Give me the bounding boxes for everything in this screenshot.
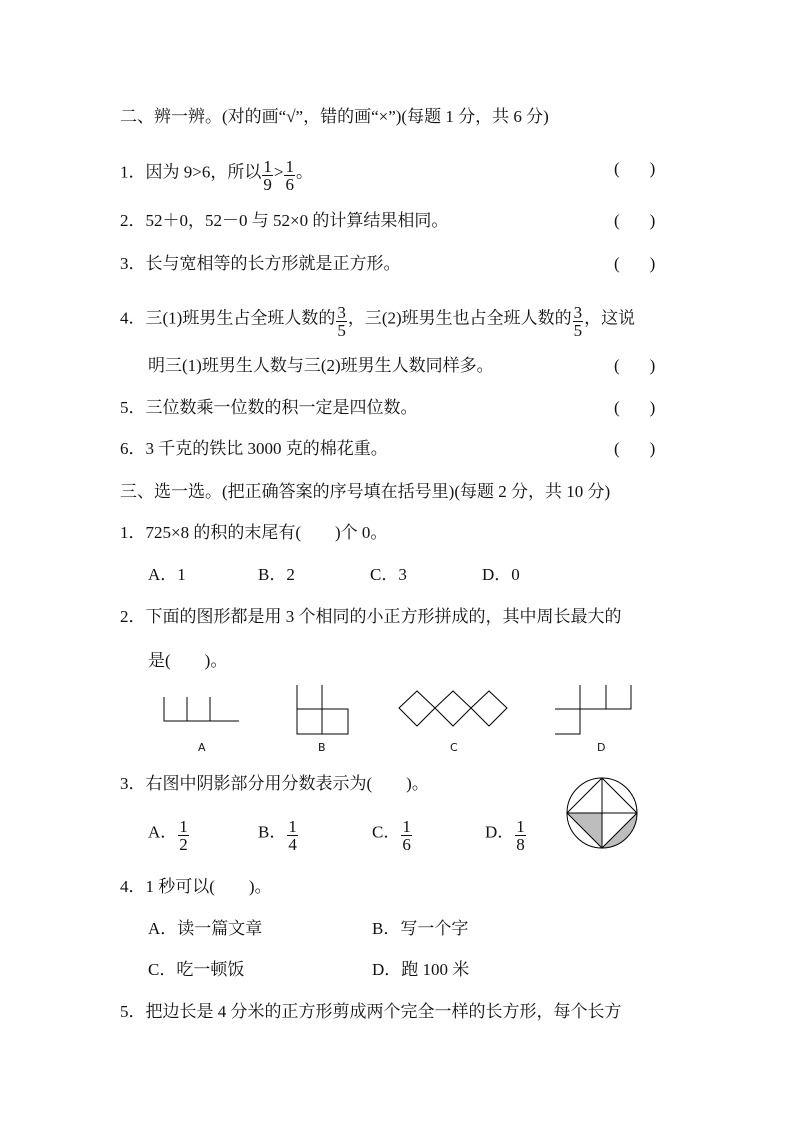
s2-question-3: 3．长与宽相等的长方形就是正方形。: [120, 254, 401, 273]
s2-question-4: 4．三(1)班男生占全班人数的 $\frac{3}{5}$ ，三(2)班男生也占全班人数的 $\frac{3}{5}$ ，这说: [120, 303, 636, 340]
s3-question-3: 3．右图中阴影部分用分数表示为( )。: [120, 774, 429, 793]
q1-prefix: 1．因为 9>6，所以: [120, 162, 262, 182]
fraction-1-6: $\frac{1}{6}$: [285, 157, 294, 194]
circle-square-diagram-icon: [562, 773, 644, 855]
option-c: C．吃一顿饭: [148, 960, 245, 979]
figure-a-icon: [158, 690, 248, 730]
option-b: B．2: [258, 565, 295, 584]
s2-question-5: 5．三位数乘一位数的积一定是四位数。: [120, 398, 418, 417]
s3-question-1: 1．725×8 的积的末尾有( )个 0。: [120, 523, 388, 542]
option-d: D．跑 100 米: [372, 960, 470, 979]
answer-blank-s2-q3[interactable]: ( ): [614, 254, 656, 273]
option-d: D． $\frac{1}{8}$: [485, 817, 525, 854]
s3-question-2: 2．下面的图形都是用 3 个相同的小正方形拼成的，其中周长最大的: [120, 607, 622, 626]
option-c: C． $\frac{1}{6}$: [372, 817, 411, 854]
option-d: D．0: [482, 565, 520, 584]
option-a: A．1: [148, 565, 186, 584]
figure-b-icon: [290, 682, 360, 737]
option-a: A．读一篇文章: [148, 919, 263, 938]
answer-blank-s2-q5[interactable]: ( ): [614, 398, 656, 417]
s2-question-6: 6．3 千克的铁比 3000 克的棉花重。: [120, 439, 388, 458]
figure-label-b: B: [318, 741, 326, 754]
s2-question-1: 1．因为 9>6，所以 $\frac{1}{9}$ > $\frac{1}{6}$ 。: [120, 157, 313, 194]
figure-label-a: A: [198, 741, 206, 754]
s2-question-2: 2．52＋0，52－0 与 52×0 的计算结果相同。: [120, 211, 449, 230]
s3-question-5: 5．把边长是 4 分米的正方形剪成两个完全一样的长方形，每个长方: [120, 1002, 622, 1021]
option-c: C．3: [370, 565, 407, 584]
s3-question-4: 4．1 秒可以( )。: [120, 877, 272, 896]
fraction-1-9: $\frac{1}{9}$: [263, 157, 272, 194]
option-b: B．写一个字: [372, 919, 469, 938]
s2-question-4-line2: 明三(1)班男生人数与三(2)班男生人数同样多。: [148, 356, 494, 375]
fraction-3-5: $\frac{3}{5}$: [337, 303, 346, 340]
s3-question-2-line2: 是( )。: [148, 651, 228, 670]
option-a: A． $\frac{1}{2}$: [148, 817, 188, 854]
answer-blank-s2-q4[interactable]: ( ): [614, 356, 656, 375]
figure-c-icon: [395, 685, 510, 730]
fraction-3-5: $\frac{3}{5}$: [573, 303, 583, 340]
section-2-heading: 二、辨一辨。(对的画“√”，错的画“×”)(每题 1 分，共 6 分): [120, 107, 549, 126]
answer-blank-s2-q1[interactable]: ( ): [614, 159, 656, 178]
figure-label-c: C: [450, 741, 458, 754]
answer-blank-s2-q2[interactable]: ( ): [614, 211, 656, 230]
answer-blank-s2-q6[interactable]: ( ): [614, 439, 656, 458]
section-3-heading: 三、选一选。(把正确答案的序号填在括号里)(每题 2 分，共 10 分): [120, 482, 611, 501]
figure-d-icon: [550, 682, 635, 737]
option-b: B． $\frac{1}{4}$: [258, 817, 297, 854]
figure-label-d: D: [597, 741, 606, 754]
